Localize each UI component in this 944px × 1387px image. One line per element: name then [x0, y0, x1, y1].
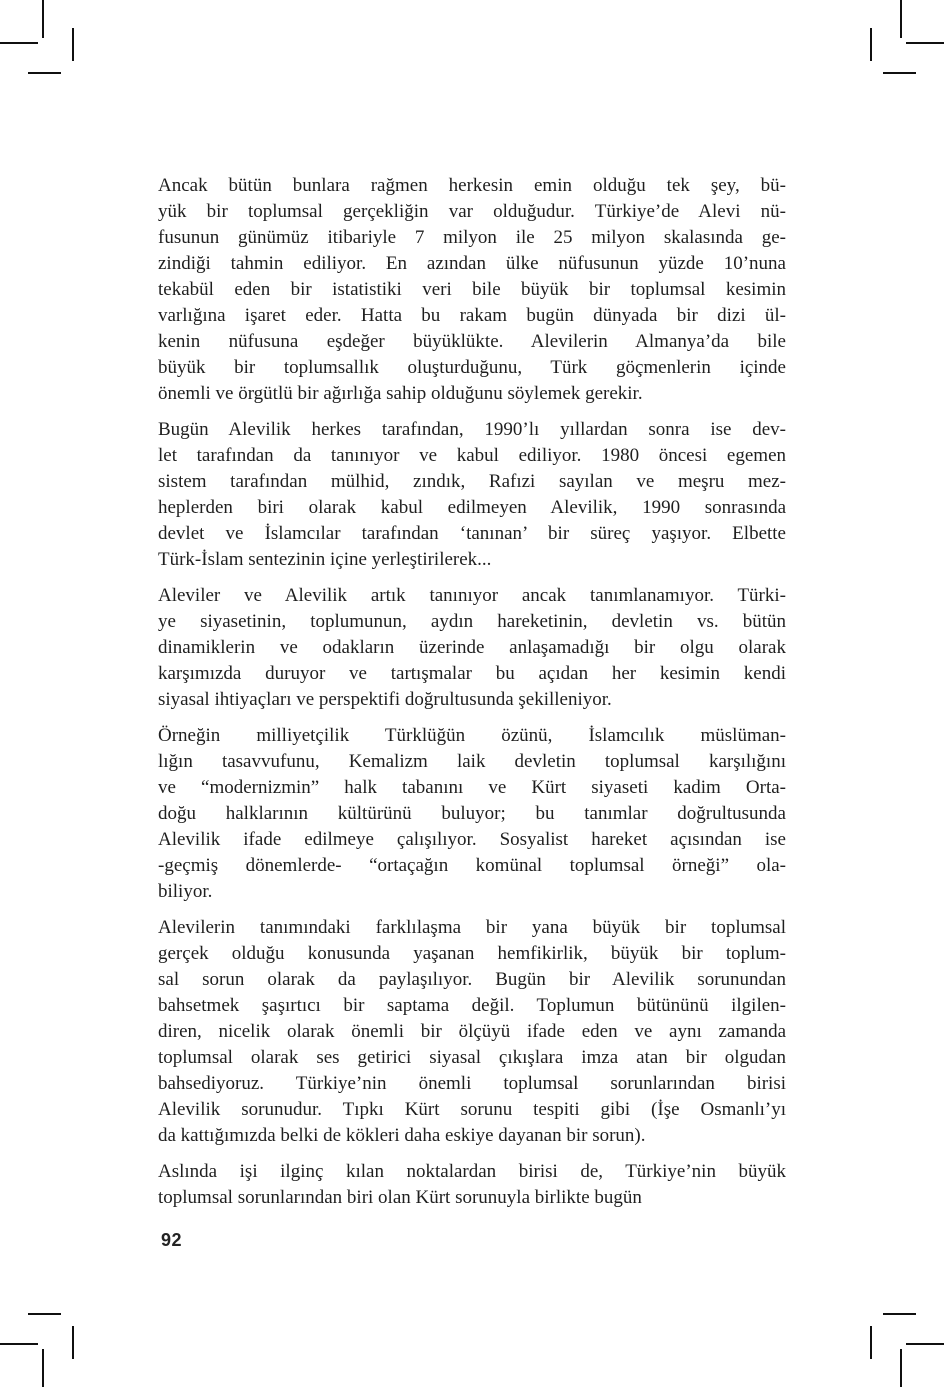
text-line: doğu halklarının kültürünü buluyor; bu tanımlar doğrultusunda — [158, 803, 786, 824]
text-line: da kattığımızda belki de kökleri daha eskiye dayanan bir sorun). — [158, 1125, 646, 1146]
text-line: bahsediyoruz. Türkiye’nin önemli toplumsal sorunlarından birisi — [158, 1073, 786, 1094]
text-line: diren, nicelik olarak önemli bir ölçüyü ifade eden ve aynı zamanda — [158, 1021, 786, 1042]
text-line: lığın tasavvufunu, Kemalizm laik devletin toplumsal karşılığını — [158, 751, 786, 772]
crop-mark-top-right-vertical-inner — [870, 28, 872, 61]
text-line: zindiği tahmin ediliyor. En azından ülke nüfusunun yüzde 10’nuna — [158, 253, 786, 274]
text-line: sistem tarafından mülhid, zındık, Rafızi sayılan ve meşru mez- — [158, 471, 786, 492]
text-block — [158, 173, 786, 1221]
text-line: Alevilik sorunudur. Tıpkı Kürt sorunu tespiti gibi (İşe Osmanlı’yı — [158, 1099, 786, 1120]
text-line: heplerden biri olarak kabul edilmeyen Alevilik, 1990 sonrasında — [158, 497, 786, 518]
paragraph — [158, 915, 786, 1149]
text-line: büyük bir toplumsallık oluşturduğunu, Türk göçmenlerin içinde — [158, 357, 786, 378]
crop-mark-top-right-horizontal-outer — [906, 42, 944, 44]
text-line: karşımızda duruyor ve tartışmalar bu açıdan her kesimin kendi — [158, 663, 786, 684]
text-line: yük bir toplumsal gerçekliğin var olduğudur. Türkiye’de Alevi nü- — [158, 201, 786, 222]
text-line: dinamiklerin ve odakların üzerinde anlaşamadığı bir olgu olarak — [158, 637, 786, 658]
text-line: bahsetmek şaşırtıcı bir saptama değil. Toplumun bütününü ilgilen- — [158, 995, 786, 1016]
text-line: varlığına işaret eder. Hatta bu rakam bugün dünyada bir dizi ül- — [158, 305, 786, 326]
text-line: Aleviler ve Alevilik artık tanınıyor ancak tanımlanamıyor. Türki- — [158, 585, 786, 606]
text-line: Alevilerin tanımındaki farklılaşma bir yana büyük bir toplumsal — [158, 917, 786, 938]
text-line: Aslında işi ilginç kılan noktalardan birisi de, Türkiye’nin büyük — [158, 1161, 786, 1182]
text-line: sal sorun olarak da paylaşılıyor. Bugün bir Alevilik sorunundan — [158, 969, 786, 990]
crop-mark-top-left-horizontal-inner — [28, 72, 61, 74]
crop-mark-bottom-left-vertical-inner — [72, 1326, 74, 1359]
text-line: Ancak bütün bunlara rağmen herkesin emin olduğu tek şey, bü- — [158, 175, 786, 196]
text-line: gerçek olduğu konusunda yaşanan hemfikirlik, büyük bir toplum- — [158, 943, 786, 964]
crop-mark-top-right-horizontal-inner — [883, 72, 916, 74]
paragraph — [158, 417, 786, 573]
text-line: Türk-İslam sentezinin içine yerleştirilerek... — [158, 549, 492, 570]
crop-mark-top-left-vertical-outer — [42, 0, 44, 38]
text-line: ye siyasetinin, toplumunun, aydın hareketinin, devletin vs. bütün — [158, 611, 786, 632]
crop-mark-top-right-vertical-outer — [900, 0, 902, 38]
text-line: ve “modernizmin” halk tabanını ve Kürt siyaseti kadim Orta- — [158, 777, 786, 798]
page-number: 92 — [161, 1230, 183, 1250]
paragraph — [158, 1159, 786, 1211]
text-line: let tarafından da tanınıyor ve kabul ediliyor. 1980 öncesi egemen — [158, 445, 786, 466]
text-line: fusunun günümüz itibariyle 7 milyon ile 25 milyon skalasında ge- — [158, 227, 786, 248]
crop-mark-bottom-left-vertical-outer — [42, 1349, 44, 1387]
paragraph — [158, 583, 786, 713]
crop-mark-bottom-right-vertical-inner — [870, 1326, 872, 1359]
crop-mark-bottom-right-horizontal-inner — [883, 1313, 916, 1315]
text-line: Alevilik ifade edilmeye çalışılıyor. Sosyalist hareket açısından ise — [158, 829, 786, 850]
text-line: önemli ve örgütlü bir ağırlığa sahip olduğunu söylemek gerekir. — [158, 383, 643, 404]
text-line: Bugün Alevilik herkes tarafından, 1990’lı yıllardan sonra ise dev- — [158, 419, 786, 440]
text-line: toplumsal olarak ses getirici siyasal çıkışlara imza atan bir olgudan — [158, 1047, 786, 1068]
text-line: devlet ve İslamcılar tarafından ‘tanınan’ bir süreç yaşıyor. Elbette — [158, 523, 786, 544]
crop-mark-top-left-horizontal-outer — [0, 42, 38, 44]
crop-mark-bottom-left-horizontal-inner — [28, 1313, 61, 1315]
text-line: kenin nüfusuna eşdeğer büyüklükte. Alevilerin Almanya’da bile — [158, 331, 786, 352]
paragraph — [158, 173, 786, 407]
crop-mark-top-left-vertical-inner — [72, 28, 74, 61]
crop-mark-bottom-right-horizontal-outer — [906, 1343, 944, 1345]
text-line: -geçmiş dönemlerde- “ortaçağın komünal toplumsal örneği” ola- — [158, 855, 786, 876]
text-line: biliyor. — [158, 881, 213, 902]
crop-mark-bottom-left-horizontal-outer — [0, 1343, 38, 1345]
crop-mark-bottom-right-vertical-outer — [900, 1349, 902, 1387]
text-line: tekabül eden bir istatistiki veri bile büyük bir toplumsal kesimin — [158, 279, 786, 300]
text-line: toplumsal sorunlarından biri olan Kürt sorunuyla birlikte bugün — [158, 1187, 642, 1208]
text-line: Örneğin milliyetçilik Türklüğün özünü, İslamcılık müslüman- — [158, 725, 786, 746]
text-line: siyasal ihtiyaçları ve perspektifi doğrultusunda şekilleniyor. — [158, 689, 612, 710]
paragraph — [158, 723, 786, 905]
